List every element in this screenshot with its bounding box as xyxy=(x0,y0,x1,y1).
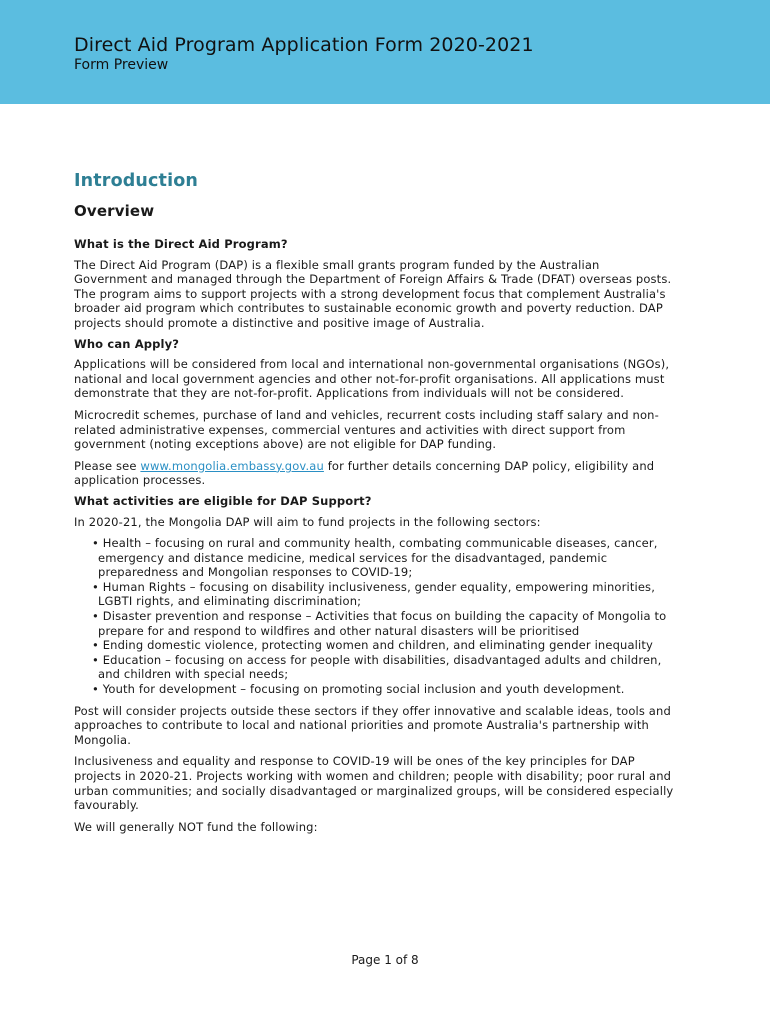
dap-description: The Direct Aid Program (DAP) is a flexible small grants program funded by the Australian Government and managed through the Department of Foreign Affairs & Trade (DFAT) overseas posts. The program aims to support projects with a strong development focus that complement Australia's broader aid program which contributes to sustainable economic growth and poverty reduction. DAP projects should promote a distinctive and positive image of Australia. xyxy=(74,257,672,330)
outside-sectors-text: Post will consider projects outside these sectors if they offer innovative and scalable ideas, tools and approaches to contribute to local and national priorities and promote Australia's partnership with Mongolia. xyxy=(74,703,671,747)
sectors-intro: In 2020-21, the Mongolia DAP will aim to fund projects in the following sectors: xyxy=(74,514,541,529)
question-eligible-activities: What activities are eligible for DAP Support? xyxy=(74,493,372,508)
embassy-link[interactable]: www.mongolia.embassy.gov.au xyxy=(140,458,324,473)
list-item: • Youth for development – focusing on promoting social inclusion and youth development. xyxy=(92,682,674,697)
further-details-text xyxy=(74,459,674,488)
question-what-is-dap: What is the Direct Aid Program? xyxy=(74,237,288,251)
list-item: • Health – focusing on rural and community health, combating communicable diseases, cancer, emergency and distance medicine, medical services for the disadvantaged, pandemic preparedness and Mongolian responses to COVID-19; xyxy=(92,536,674,580)
inclusiveness-text: Inclusiveness and equality and response to COVID-19 will be ones of the key principles for DAP projects in 2020-21. Projects working with women and children; people with disability; poor rural and urban communities; and socially disadvantaged or marginalized groups, will be considered especially favourably. xyxy=(74,754,674,813)
overview-title: Overview xyxy=(74,202,155,220)
list-item: • Ending domestic violence, protecting women and children, and eliminating gender inequality xyxy=(92,638,674,653)
form-title: Direct Aid Program Application Form 2020-2021 xyxy=(74,34,534,56)
further-details-suffix: for further details concerning DAP policy, eligibility and application processes. xyxy=(74,458,655,488)
form-content xyxy=(74,170,674,834)
ineligible-text: Microcredit schemes, purchase of land and vehicles, recurrent costs including staff salary and non-related administrative expenses, commercial ventures and activities with direct support from government (noting exceptions above) are not eligible for DAP funding. xyxy=(74,407,659,452)
form-subtitle: Form Preview xyxy=(74,57,169,73)
list-item: • Disaster prevention and response – Activities that focus on building the capacity of Mongolia to prepare for and respond to wildfires and other natural disasters will be prioritised xyxy=(92,609,674,638)
question-who-can-apply: Who can Apply? xyxy=(74,336,180,351)
section-title: Introduction xyxy=(74,171,198,191)
list-item: • Education – focusing on access for people with disabilities, disadvantaged adults and children, and children with special needs; xyxy=(92,653,674,682)
further-details-prefix: Please see xyxy=(74,458,141,473)
page-number: Page 1 of 8 xyxy=(351,953,419,967)
not-fund-text: We will generally NOT fund the following: xyxy=(74,819,318,834)
page-header xyxy=(0,0,770,104)
eligibility-text: Applications will be considered from local and international non-governmental organisations (NGOs), national and local government agencies and other not-for-profit organisations. All applications must demonstrate that they are not-for-profit. Applications from individuals will not be considered. xyxy=(74,357,670,401)
list-item: • Human Rights – focusing on disability inclusiveness, gender equality, empowering minorities, LGBTI rights, and eliminating discrimination; xyxy=(92,580,674,609)
sector-list xyxy=(74,536,674,697)
